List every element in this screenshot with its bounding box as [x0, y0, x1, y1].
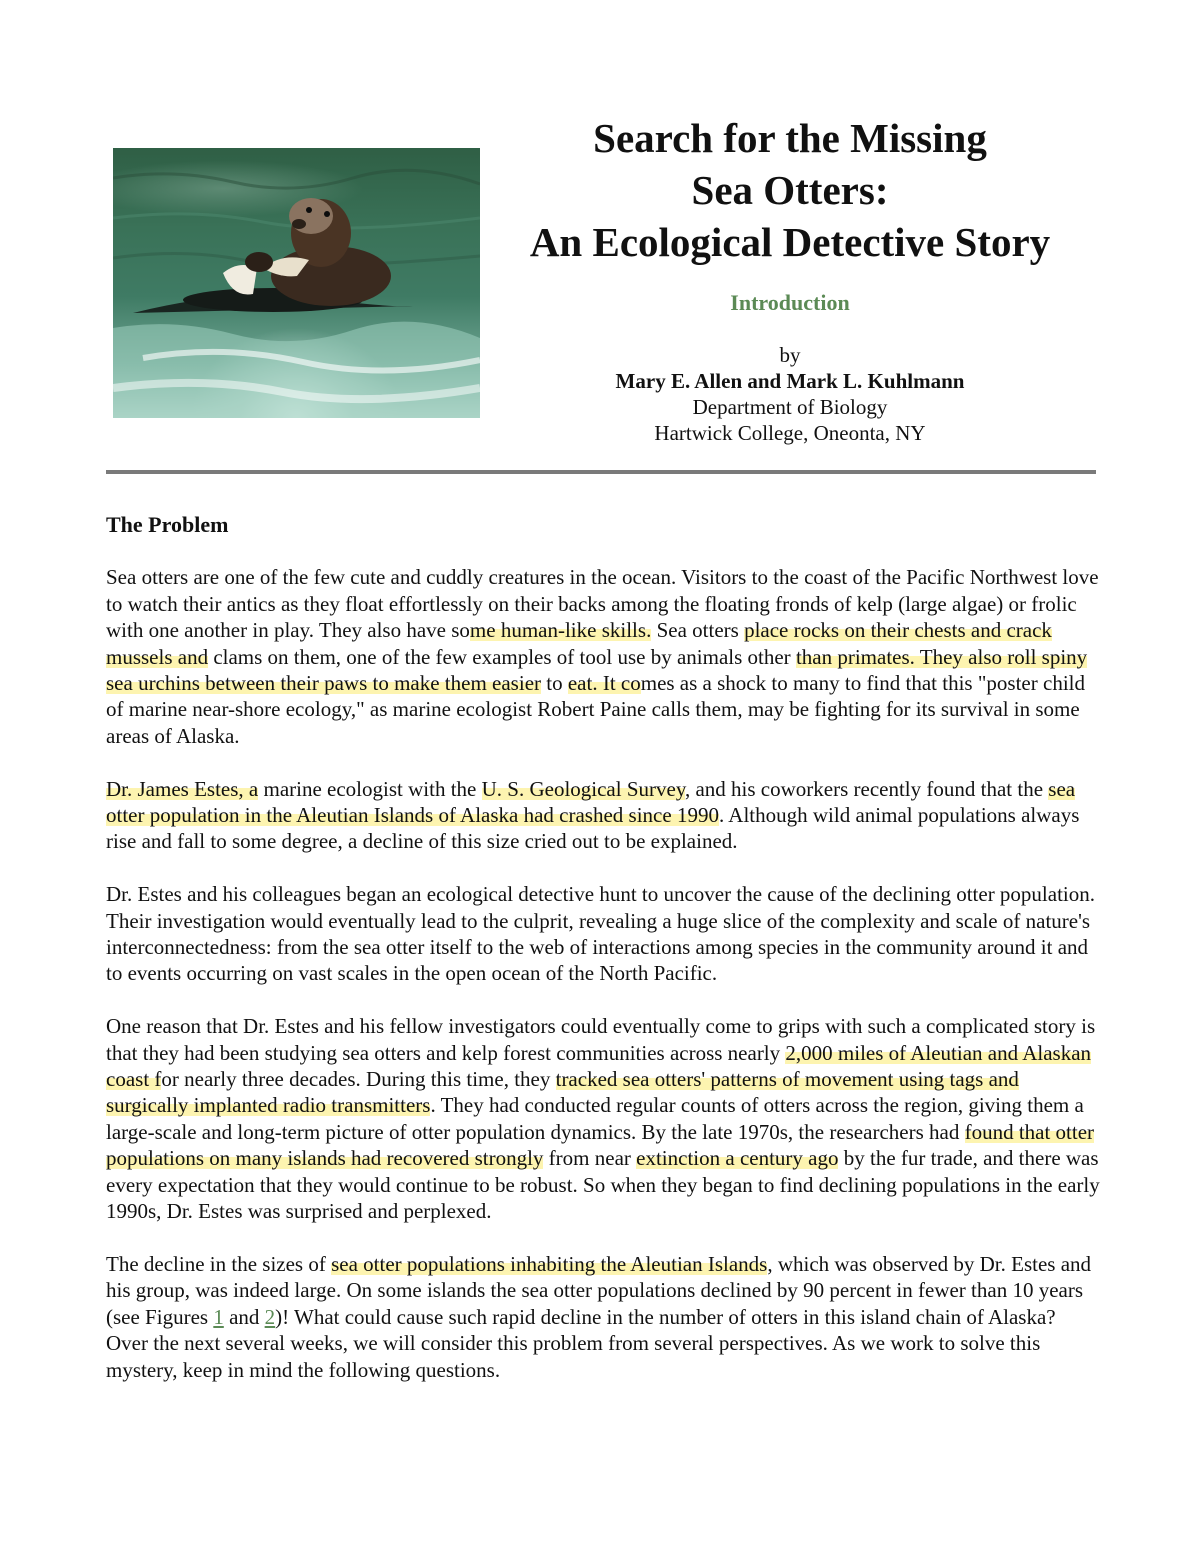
- sea-otter-photo: [113, 148, 480, 418]
- section-subtitle: Introduction: [730, 290, 850, 315]
- paragraph-5: [106, 1251, 1100, 1383]
- p1-text: clams on them, one of the few examples of tool use by animals other: [208, 644, 796, 669]
- p2-highlight: Dr. James Estes, a: [106, 776, 259, 801]
- p4-text: from near: [543, 1146, 637, 1171]
- document-title: [480, 112, 1100, 268]
- title-line-2: Sea Otters:: [691, 167, 889, 213]
- p1-text: to: [541, 671, 568, 696]
- p1-highlight: than primates. They also roll spiny sea urchins between their paws to make them easier: [106, 644, 1088, 696]
- p1-text: Sea otters: [651, 618, 745, 643]
- p4-highlight: tracked sea otters' patterns of movement using tags and surgically implanted radio transmitters: [106, 1067, 1019, 1118]
- p4-highlight: extinction a century ago: [636, 1146, 839, 1171]
- section-heading: The Problem: [106, 512, 229, 537]
- p4-highlight: 2,000 miles of Aleutian and Alaskan coast f: [106, 1040, 1092, 1092]
- paragraph-4: [106, 1013, 1100, 1224]
- paragraph-2: [106, 776, 1100, 855]
- figure-1-link[interactable]: 1: [213, 1304, 224, 1329]
- title-line-1: Search for the Missing: [593, 115, 987, 161]
- p5-text: and: [223, 1304, 265, 1329]
- document-body: [106, 512, 1100, 1409]
- p2-highlight: U. S. Geological Survey: [481, 776, 685, 801]
- department: Department of Biology: [692, 395, 888, 419]
- p4-text: by the fur trade, and there was every expectation that they would continue to be robust. So when they began to find declining populations in the early 1990s, Dr. Estes was surprised and perplexed.: [106, 1146, 1100, 1224]
- p5-text: )! What could cause such rapid decline in the number of otters in this island chain of Alaska? Over the next several weeks, we will consider this problem from several perspectives. As we work to solve this mystery, keep in mind the following questions.: [106, 1304, 1056, 1382]
- figure-2-link[interactable]: 2: [264, 1304, 276, 1329]
- college: Hartwick College, Oneonta, NY: [654, 421, 926, 445]
- p2-highlight: sea otter population in the Aleutian Islands of Alaska had crashed since 1990: [106, 776, 1076, 828]
- horizontal-divider: [106, 470, 1096, 474]
- p1-text: Sea otters are one of the few cute and cuddly creatures in the ocean. Visitors to the coast of the Pacific Northwest love to watch their antics as they float effortlessly on their backs among the floating fronds of kelp (large algae) or frolic with one another in play. They also have so: [106, 565, 1099, 643]
- title-line-3: An Ecological Detective Story: [529, 219, 1051, 265]
- byline-by: by: [779, 343, 801, 367]
- p2-text: , and his coworkers recently found that the: [684, 776, 1049, 801]
- sea-otter-illustration: [113, 148, 480, 418]
- p2-text: marine ecologist with the: [258, 776, 482, 801]
- p1-highlight: me human-like skills.: [469, 618, 652, 643]
- p2-text: . Although wild animal populations always rise and fall to some degree, a decline of this size cried out to be explained.: [106, 803, 1080, 854]
- author-names: Mary E. Allen and Mark L. Kuhlmann: [615, 369, 965, 393]
- p5-text: , which was observed by Dr. Estes and his group, was indeed large. On some islands the sea otter populations declined by 90 percent in fewer than 10 years (see Figures: [106, 1251, 1092, 1329]
- p1-highlight: eat. It co: [567, 671, 641, 696]
- p4-text: . They had conducted regular counts of otters across the region, giving them a large-scale and long-term picture of otter population dynamics. By the late 1970s, the researchers had: [106, 1093, 1084, 1144]
- p4-text: or nearly three decades. During this time, they: [161, 1067, 556, 1092]
- p1-highlight: place rocks on their chests and crack mussels and: [106, 618, 1052, 669]
- paragraph-3: Dr. Estes and his colleagues began an ecological detective hunt to uncover the cause of the declining otter population. Their investigation would eventually lead to the culprit, revealing a huge slice of the complexity and scale of nature's interconnectedness: from the sea otter itself to the web of interactions among species in the community around it and to events occurring on vast scales in the open ocean of the North Pacific.: [106, 882, 1096, 986]
- p4-highlight: found that otter populations on many islands had recovered strongly: [106, 1119, 1095, 1171]
- p5-text: The decline in the sizes of: [106, 1251, 332, 1276]
- document-header: [480, 112, 1100, 446]
- paragraph-1: [106, 564, 1100, 749]
- p5-highlight: sea otter populations inhabiting the Aleutian Islands: [331, 1251, 768, 1276]
- p1-text: mes as a shock to many to find that this "poster child of marine near-shore ecology," as marine ecologist Robert Paine calls them, may be fighting for its survival in some areas of Alaska.: [106, 671, 1085, 748]
- p4-text: One reason that Dr. Estes and his fellow investigators could eventually come to grips with such a complicated story is that they had been studying sea otters and kelp forest communities across nearly: [106, 1014, 1096, 1065]
